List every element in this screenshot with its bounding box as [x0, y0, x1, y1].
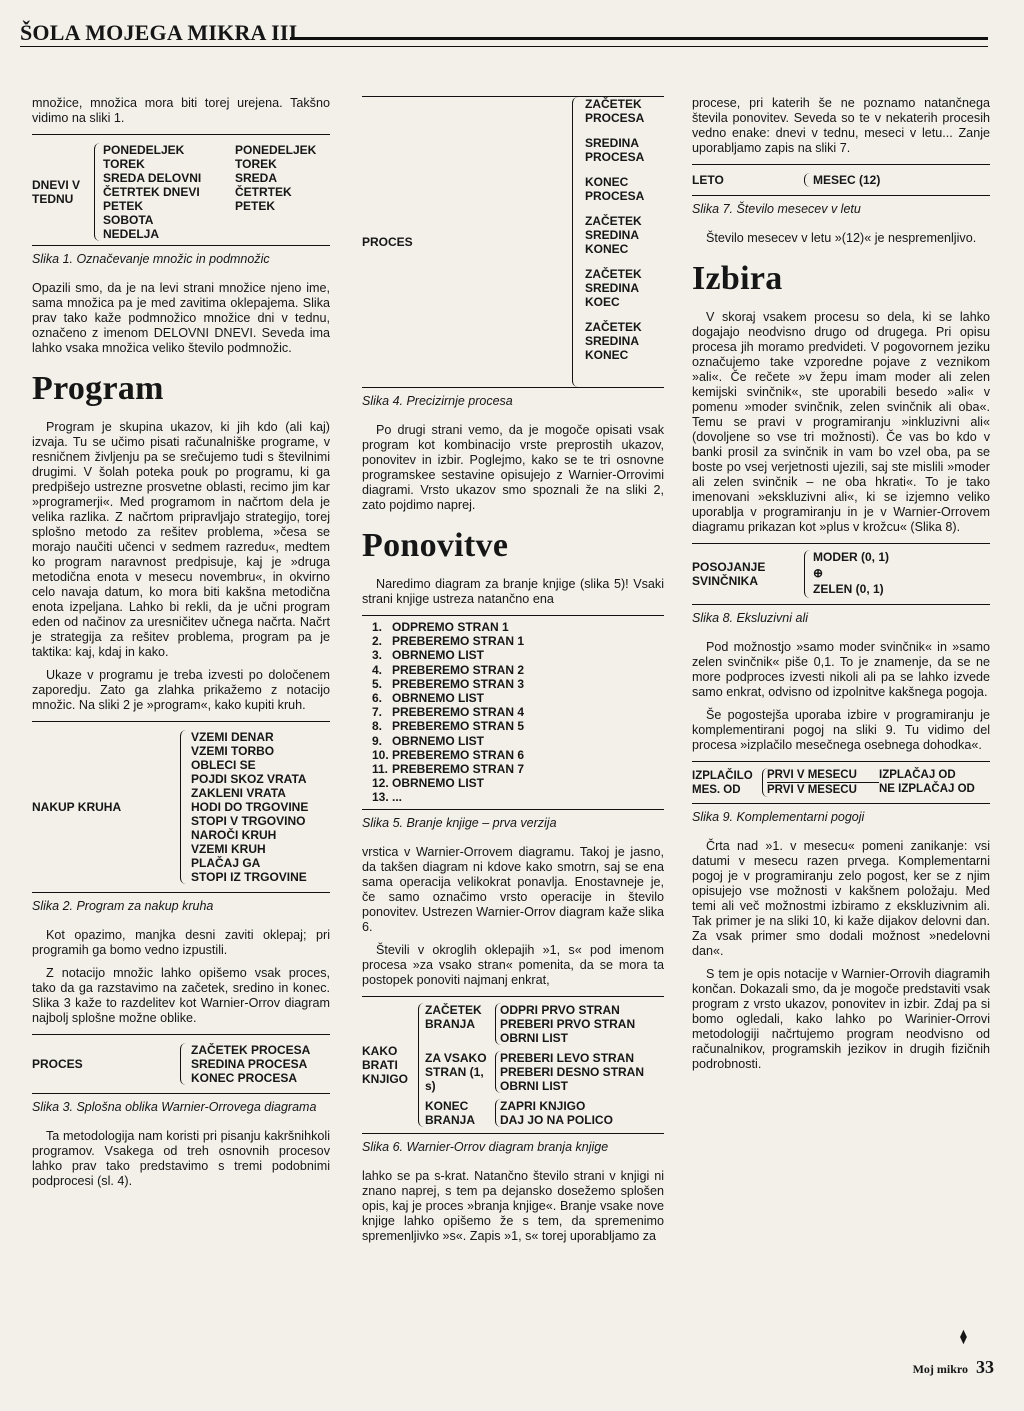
figure-caption: Slika 1. Označevanje množic in podmnožic — [32, 252, 270, 266]
list-item: 13. ... — [372, 790, 403, 805]
condition-row: PRVI V MESECU IZPLAČAJ OD — [767, 769, 956, 781]
list-item: 3. OBRNEMO LIST — [372, 648, 484, 663]
list-item: ZELEN (0, 1) — [813, 582, 884, 596]
section-heading: Program — [32, 370, 164, 407]
paragraph: lahko se pa s-krat. Natančno število strani v knjigi ni znano naprej, s tem pa dejansko dosežemo splošen opis, kaj je proces »branja knjige«. Branje vsake nove knjige lahko opišemo že s tem, da spremenimo spremenljivko »s«. Zapis »1, s« torej uporabljamo za — [362, 1168, 664, 1243]
set-brace — [94, 143, 316, 241]
diagram-label: NAKUP KRUHA — [32, 800, 122, 814]
end-mark-icon: ⧫ — [960, 1328, 967, 1344]
figure-6-diagram — [362, 996, 664, 1134]
list-item: NAROČI KRUH — [191, 828, 277, 842]
diagram-label: IZPLAČILO MES. OD — [692, 769, 753, 796]
set-brace — [804, 550, 889, 598]
list-item: VZEMI DENAR — [191, 730, 274, 744]
subprocess-group: ZAČETEK SREDINA KONEC — [585, 214, 642, 256]
list-item: STOPI IZ TRGOVINE — [191, 870, 307, 884]
page-header — [20, 20, 988, 50]
figure-caption: Slika 2. Program za nakup kruha — [32, 899, 214, 913]
paragraph: V skoraj vsakem procesu so dela, ki se lahko dogajajo neodvisno drugo od drugega. Pri opisu procesa jih moramo predvideti. V pogovornem jeziku označujemo take vzporedne pojave z veznikom »ali«. Če rečete »v žepu imam moder ali zelen kemijski svinčnik«, ste uporabili besedo »ali« v pomenu »moder svinčnik, zelen svinčnik ali oba«. Temu se pravi v programiranju »inkluzivni ali« (dovoljene so vse tri možnosti). Če vas bo kdo v banki prosil za svinčnik in vam bo vzel oba, pa se boste po vsej verjetnosti ujezili, saj ste mislili »moder ali zelen svinčnik – ne oba hkrati«. To je tako imenovani »ekskluzivni ali«, ki se izjemno veliko uporablja v programiranju in je v Warnier-Orrovem diagramu prikazan kot »plus v krožcu« (Slika 8). — [692, 310, 990, 534]
list-item: HODI DO TRGOVINE — [191, 800, 309, 814]
figure-4-diagram — [362, 96, 664, 388]
list-item: 4. PREBEREMO STRAN 2 — [372, 662, 525, 677]
set-row: NEDELJA — [103, 227, 160, 241]
paragraph: Program je skupina ukazov, ki jih kdo (ali kaj) izvaja. Tu se učimo pisati računalniške programe, v resničnem življenju pa se srečujemo tudi s številnimi drugimi. V šolah poteka pouk po programu, ki ga predpišejo ustrezne prosvetne oblasti, recimo jim kar »programerji«. Med programom in načrtom dela je velika razlika. Z načrtom pripravljajo strategijo, torej splošno metodo za rešitev problema, »česa se morajo naučiti učenci v sedmem razredu«, medtem ko program naravnost predpisuje, kaj je »druga metodična enota v mesecu novembru«, in okvirno celo navaja datum, ko mora biti kakšna metodična enota izpeljana. Lahko bi rekli, da je učni program eden od načinov za uresničitev učnega načrta. Načrt je strategija za rešitev problema, program pa je taktika: kaj, kdaj in kako. — [32, 420, 330, 659]
paragraph: Število mesecev v letu »(12)« je nespremenljivo. — [706, 231, 977, 245]
list-item: OBLECI SE — [191, 758, 256, 772]
subprocess-row: ZAČETEK BRANJA ODPRI PRVO STRAN PREBERI PRVO STRAN OBRNI LIST — [419, 1003, 664, 1045]
paragraph: množice, množica mora biti torej urejena. Takšno vidimo na sliki 1. — [32, 96, 330, 125]
set-row: ČETRTEK DNEVI ČETRTEK — [103, 185, 292, 199]
list-item: VZEMI KRUH — [191, 842, 266, 856]
header-rule — [290, 37, 988, 40]
figure-caption: Slika 7. Število mesecev v letu — [692, 202, 861, 216]
list-item: 11. PREBEREMO STRAN 7 — [372, 762, 525, 777]
figure-1-diagram — [32, 134, 330, 246]
figure-caption: Slika 5. Branje knjige – prva verzija — [362, 815, 557, 830]
subprocess-group: SREDINA PROCESA — [585, 136, 645, 164]
figure-caption: Slika 9. Komplementarni pogoji — [692, 810, 865, 824]
list-item: 2. PREBEREMO STRAN 1 — [372, 634, 525, 649]
paragraph: vrstica v Warnier-Orrovem diagramu. Takoj je jasno, da takšen diagram ni kdove kako smotrn, saj se ena sama operacija velikokrat ponavlja. Enostavneje je, če samo označimo vrsto operacije in število ponovitev. Ustrezen Warnier-Orrov diagram kaže slika 6. — [362, 844, 664, 934]
paragraph: Števili v okroglih oklepajih »1, s« pod imenom procesa »za vsako stran« pomenita, da se mora ta postopek ponoviti najmanj enkrat, — [362, 942, 664, 987]
magazine-name: Moj mikro — [912, 1362, 968, 1376]
figure-caption: Slika 4. Precizirnje procesa — [362, 394, 513, 408]
list-item: POJDI SKOZ VRATA — [191, 772, 307, 786]
set-brace — [180, 1043, 310, 1085]
subprocess-row: ZA VSAKO STRAN (1, s) PREBERI LEVO STRAN PREBERI DESNO STRAN OBRNI LIST — [419, 1051, 664, 1093]
list-item: 10. PREBEREMO STRAN 6 — [372, 747, 525, 762]
paragraph: Opazili smo, da je na levi strani množice njeno ime, sama množica pa je med zavitima oklepajema. Slika prav tako kaže podmnožico množice dni v tednu, označeno z imenom DELOVNI DNEVI. Seveda ima lahko vsaka množica veliko število podmnožic. — [32, 281, 330, 355]
set-brace — [762, 768, 975, 797]
paragraph: Ta metodologija nam koristi pri pisanju kakršnihkoli programov. Vsakega od treh osnovnih procesov lahko prav tako predstavimo s tremi podobnimi podprocesi (sl. 4). — [32, 1129, 330, 1188]
paragraph: Kot opazimo, manjka desni zaviti oklepaj; pri programih ga bomo vedno izpustili. — [32, 928, 330, 957]
list-item: 9. OBRNEMO LIST — [372, 733, 484, 748]
list-item: PLAČAJ GA — [191, 856, 261, 870]
diagram-label: POSOJANJE SVINČNIKA — [692, 560, 766, 588]
paragraph: Še pogostejša uporaba izbire v programiranju je komplementirani pogoj na sliki 9. Tu vidimo del procesa »izplačilo mesečnega osebnega dohodka«. — [692, 708, 990, 752]
set-row: PETEK PETEK — [103, 199, 276, 213]
list-item: 6. OBRNEMO LIST — [372, 691, 484, 706]
list-item: STOPI V TRGOVINO — [191, 814, 306, 828]
figure-8-diagram — [692, 543, 990, 605]
subprocess-group: ZAČETEK SREDINA KONEC — [585, 320, 642, 362]
header-rule-thin — [20, 46, 988, 47]
set-row: PONEDELJEK PONEDELJEK — [103, 143, 317, 157]
diagram-label: KAKO BRATI KNJIGO — [362, 1043, 409, 1086]
set-row: SOBOTA — [103, 213, 154, 227]
list-item: 7. PREBEREMO STRAN 4 — [372, 705, 525, 720]
set-brace — [180, 730, 308, 884]
figure-caption: Slika 3. Splošna oblika Warnier-Orrovega diagrama — [32, 1100, 317, 1114]
set-row: TOREK TOREK — [103, 157, 277, 171]
subprocess-group: ZAČETEK PROCESA — [585, 97, 645, 125]
subprocess-row: KONEC BRANJA ZAPRI KNJIGO DAJ JO NA POLICO — [419, 1099, 664, 1127]
section-heading: Ponovitve — [362, 527, 509, 564]
diagram-label: PROCES — [362, 235, 413, 249]
figure-caption: Slika 8. Eksluzivni ali — [692, 611, 809, 625]
paragraph: S tem je opis notacije v Warnier-Orrovih diagramih končan. Dokazali smo, da je mogoče predstaviti vsak program z vrsto ukazov, ponovitev in izbir. Zdaj pa si bomo ogledali, kako lahko po Warinier-Orrovi metodologiji načrtujemo program neodvisno od računalnikov, programskih jezikov in drugih fizičnih podrobnosti. — [692, 967, 990, 1071]
figure-7-diagram — [692, 164, 990, 196]
paragraph: Naredimo diagram za branje knjige (slika 5)! Vsaki strani knjige ustreza natančno ena — [362, 577, 664, 606]
list-item: 5. PREBEREMO STRAN 3 — [372, 676, 525, 691]
diagram-label: LETO — [692, 173, 724, 187]
list-item: 12. OBRNEMO LIST — [372, 776, 484, 791]
paragraph: Ukaze v programu je treba izvesti po določenem zaporedju. Zato ga zlahka prikažemo z notacijo množic. Na sliki 2 je »program«, kako kupiti kruh. — [32, 668, 330, 712]
figure-5-diagram — [362, 615, 664, 810]
page-footer — [913, 1357, 994, 1378]
page-number: 33 — [976, 1357, 994, 1377]
condition-row: PRVI V MESECU NE IZPLAČAJ OD — [767, 783, 975, 796]
list-item: 8. PREBEREMO STRAN 5 — [372, 719, 525, 734]
paragraph: procese, pri katerih še ne poznamo natančnega števila ponovitev. Seveda so te v nekaterih procesih vedno enake: dnevi v tednu, meseci v letu... Zanje uporabljamo zapis na sliki 7. — [692, 96, 990, 155]
list-item: VZEMI TORBO — [191, 744, 275, 758]
list-item: ZAKLENI VRATA — [191, 786, 286, 800]
list-item: MODER (0, 1) — [813, 550, 890, 564]
diagram-value: MESEC (12) — [804, 173, 880, 187]
figure-3-diagram — [32, 1034, 330, 1094]
list-item: 1. ODPREMO STRAN 1 — [372, 620, 509, 634]
figure-2-diagram — [32, 721, 330, 893]
paragraph: Z notacijo množic lahko opišemo vsak proces, tako da ga razstavimo na začetek, sredino in konec. Slika 3 kaže to razdelitev kot Warnier-Orrov diagram najbolj splošne možne oblike. — [32, 966, 330, 1025]
paragraph: Črta nad »1. v mesecu« pomeni zanikanje: vsi datumi v mesecu razen prvega. Komplementarni pogoj je v programiranju zelo pogost, ker se z njim opisujejo vse možnosti v kakšnem položaju. Med temi ali več možnostmi izbiramo z ekskluzivnim ali. Tak primer je na sliki 10, ki kaže dijakov delovni dan. Za vsak primer smo dodali možnost »nedelovni dan«. — [692, 839, 990, 958]
set-brace — [418, 1003, 664, 1127]
set-brace — [572, 97, 644, 387]
column-3 — [692, 96, 990, 1080]
column-2 — [362, 96, 664, 1244]
paragraph: Pod možnostjo »samo moder svinčnik« in »samo zelen svinčnik« piše 0,1. To je znamenje, da se ne more podproces izvesti nikoli ali pa se lahko izvede samo enkrat, odvisno od izpolnitve kakšnega pogoja. — [692, 640, 990, 699]
list-item: KONEC PROCESA — [191, 1071, 298, 1085]
subprocess-group: KONEC PROCESA — [585, 175, 645, 203]
figure-9-diagram — [692, 761, 990, 804]
set-row: SREDA DELOVNI SREDA — [103, 171, 278, 185]
subprocess-group: ZAČETEK SREDINA KOEC — [585, 267, 642, 309]
diagram-label: PROCES — [32, 1057, 83, 1071]
xor-icon: ⊕ — [813, 566, 824, 580]
list-item: ZAČETEK PROCESA — [191, 1043, 311, 1057]
page-title: ŠOLA MOJEGA MIKRA III — [20, 20, 298, 45]
figure-caption: Slika 6. Warnier-Orrov diagram branja knjige — [362, 1139, 609, 1154]
list-item: SREDINA PROCESA — [191, 1057, 308, 1071]
section-heading: Izbira — [692, 260, 783, 297]
paragraph: Po drugi strani vemo, da je mogoče opisati vsak program kot kombinacijo vrste preprostih ukazov, ponovitev in izbir. Poglejmo, kako se te tri osnovne programskee sestavine opisujejo z Warnier-Orrovimi diagrami. Vrsto ukazov smo spoznali že na sliki 2, zato pojdimo naprej. — [362, 423, 664, 512]
column-1 — [32, 96, 330, 1197]
diagram-label: DNEVI V TEDNU — [32, 178, 81, 206]
